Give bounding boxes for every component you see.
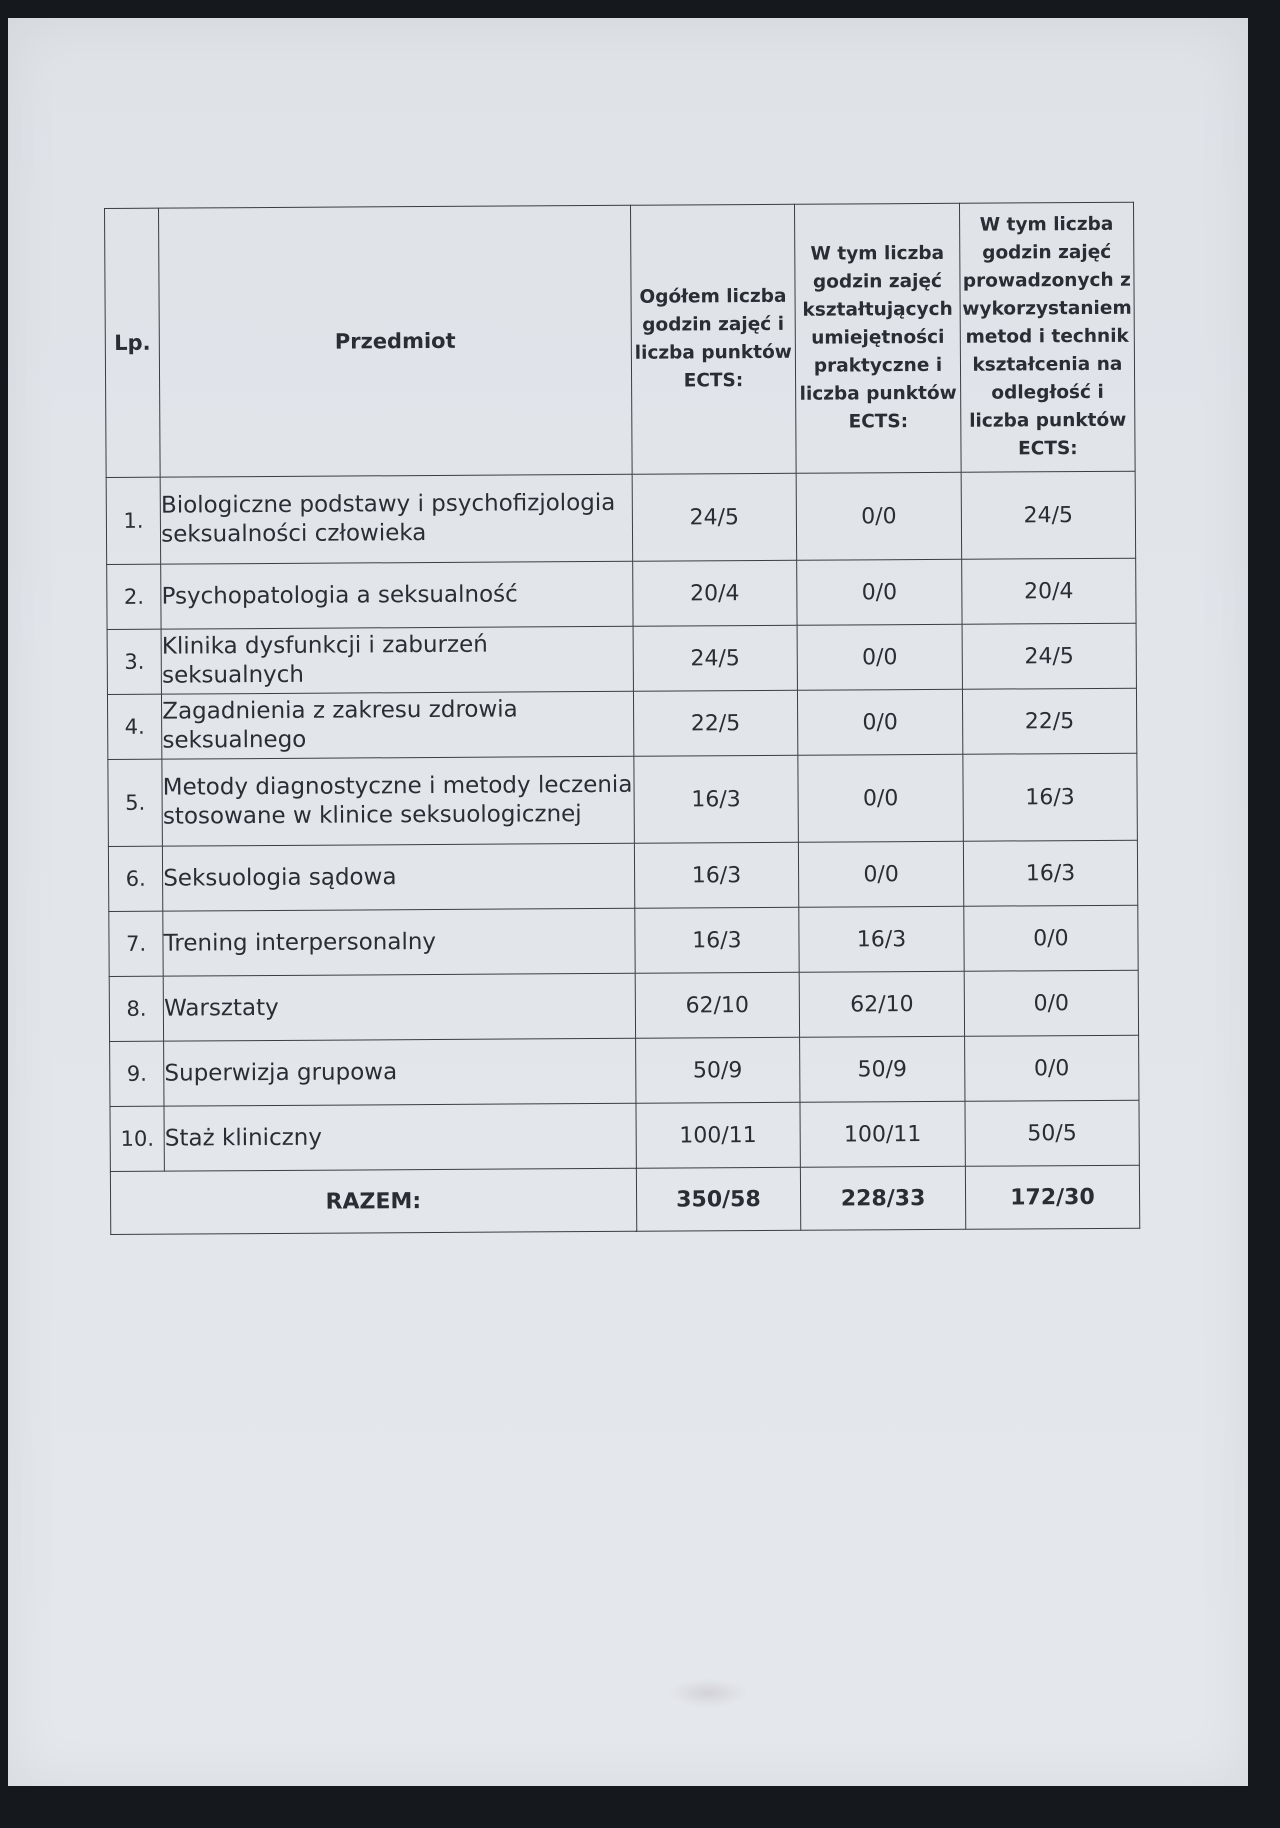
row-remote: 50/5 bbox=[965, 1100, 1140, 1166]
row-subject: Biologiczne podstawy i psychofizjologia seksualności człowieka bbox=[160, 474, 632, 564]
row-remote: 0/0 bbox=[964, 970, 1139, 1036]
table-row bbox=[110, 1035, 1139, 1106]
row-total: 24/5 bbox=[632, 473, 797, 561]
row-subject: Zagadnienia z zakresu zdrowia seksualnego bbox=[162, 691, 634, 759]
table-row bbox=[108, 840, 1137, 911]
row-subject: Trening interpersonalny bbox=[163, 908, 635, 976]
row-practical: 62/10 bbox=[799, 971, 964, 1037]
row-lp: 8. bbox=[109, 976, 164, 1041]
row-remote: 16/3 bbox=[963, 753, 1138, 841]
row-practical: 0/0 bbox=[797, 559, 962, 625]
totals-row bbox=[110, 1165, 1139, 1234]
row-lp: 9. bbox=[110, 1041, 165, 1106]
table-row bbox=[107, 558, 1136, 629]
table-row bbox=[109, 970, 1138, 1041]
row-lp: 6. bbox=[108, 846, 163, 911]
row-lp: 5. bbox=[108, 759, 163, 846]
row-subject: Klinika dysfunkcji i zaburzeń seksualnych bbox=[161, 626, 633, 694]
row-total: 16/3 bbox=[634, 907, 799, 973]
row-practical: 0/0 bbox=[799, 841, 964, 907]
row-subject: Staż kliniczny bbox=[164, 1103, 636, 1171]
table-row bbox=[107, 623, 1136, 694]
row-total: 16/3 bbox=[634, 842, 799, 908]
row-practical: 0/0 bbox=[797, 624, 962, 690]
row-lp: 7. bbox=[109, 911, 164, 976]
totals-practical: 228/33 bbox=[801, 1166, 966, 1230]
row-lp: 2. bbox=[107, 564, 162, 629]
row-total: 50/9 bbox=[635, 1037, 800, 1103]
row-subject: Metody diagnostyczne i metody leczenia stosowane w klinice seksuologicznej bbox=[162, 756, 634, 846]
row-subject: Psychopatologia a seksualność bbox=[161, 561, 633, 629]
row-total: 62/10 bbox=[635, 972, 800, 1038]
row-total: 100/11 bbox=[636, 1102, 801, 1168]
totals-remote: 172/30 bbox=[965, 1165, 1140, 1229]
table-row bbox=[108, 753, 1138, 846]
header-row bbox=[105, 202, 1136, 477]
row-practical: 16/3 bbox=[799, 906, 964, 972]
row-lp: 4. bbox=[107, 694, 162, 759]
row-remote: 16/3 bbox=[963, 840, 1138, 906]
row-remote: 24/5 bbox=[961, 471, 1136, 559]
totals-total: 350/58 bbox=[636, 1167, 801, 1231]
row-practical: 50/9 bbox=[800, 1036, 965, 1102]
row-remote: 0/0 bbox=[964, 1035, 1139, 1101]
header-remote-hours: W tym liczba godzin zajęć prowadzonych z wykorzystaniem metod i technik kształcenia na odległość i liczba punktów ECTS: bbox=[959, 202, 1135, 472]
header-practical-hours: W tym liczba godzin zajęć kształtujących umiejętności praktyczne i liczba punktów ECTS: bbox=[795, 203, 961, 473]
row-lp: 3. bbox=[107, 629, 162, 694]
table-row bbox=[106, 471, 1136, 564]
row-remote: 20/4 bbox=[961, 558, 1136, 624]
ects-table bbox=[104, 202, 1140, 1235]
totals-label: RAZEM: bbox=[110, 1168, 636, 1234]
row-lp: 10. bbox=[110, 1106, 165, 1171]
paper-sheet bbox=[8, 18, 1248, 1786]
header-total-hours: Ogółem liczba godzin zajęć i liczba punktów ECTS: bbox=[630, 204, 796, 474]
header-lp: Lp. bbox=[105, 208, 161, 477]
row-subject: Superwizja grupowa bbox=[164, 1038, 636, 1106]
row-total: 24/5 bbox=[633, 625, 798, 691]
row-subject: Seksuologia sądowa bbox=[163, 843, 635, 911]
row-remote: 24/5 bbox=[962, 623, 1137, 689]
row-remote: 22/5 bbox=[962, 688, 1137, 754]
row-remote: 0/0 bbox=[964, 905, 1139, 971]
row-practical: 0/0 bbox=[798, 689, 963, 755]
row-total: 16/3 bbox=[633, 755, 798, 843]
header-subject: Przedmiot bbox=[159, 205, 632, 477]
row-subject: Warsztaty bbox=[163, 973, 635, 1041]
row-practical: 0/0 bbox=[798, 754, 963, 842]
row-practical: 0/0 bbox=[796, 472, 961, 560]
row-lp: 1. bbox=[106, 477, 161, 564]
table-row bbox=[109, 905, 1138, 976]
paper-stain bbox=[668, 1678, 748, 1708]
row-total: 20/4 bbox=[632, 560, 797, 626]
row-practical: 100/11 bbox=[800, 1101, 965, 1167]
table-row bbox=[110, 1100, 1139, 1171]
table-row bbox=[107, 688, 1136, 759]
row-total: 22/5 bbox=[633, 690, 798, 756]
